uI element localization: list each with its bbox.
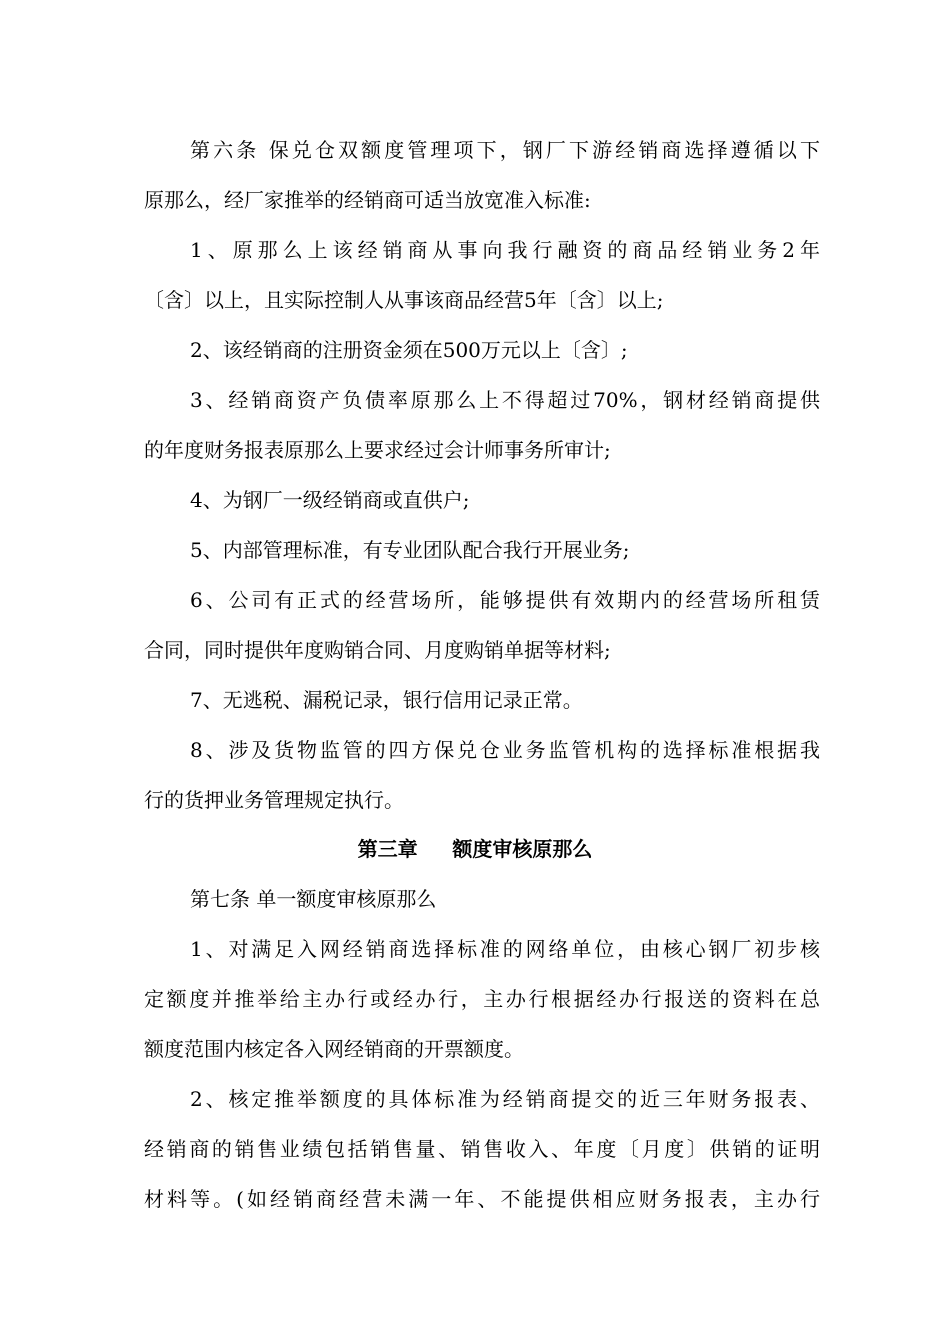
article-7-item-2-line: 2、核定推举额度的具体标准为经销商提交的近三年财务报表、 — [190, 1087, 820, 1111]
article-7-item-1-line: 额度范围内核定各入网经销商的开票额度。 — [144, 1037, 524, 1061]
chapter-3-heading: 第三章 额度审核原那么 — [357, 837, 593, 861]
article-6-item-2: 2、该经销商的注册资金须在500万元以上〔含〕; — [190, 338, 628, 362]
article-6-item-8-line: 8、涉及货物监管的四方保兑仓业务监管机构的选择标准根据我 — [190, 738, 820, 762]
article-7-item-1-line: 定额度并推举给主办行或经办行，主办行根据经办行报送的资料在总 — [144, 987, 820, 1011]
article-6-item-7: 7、无逃税、漏税记录，银行信用记录正常。 — [190, 688, 583, 712]
article-6-item-4: 4、为钢厂一级经销商或直供户; — [190, 488, 470, 512]
article-6-item-1-line: 1、原那么上该经销商从事向我行融资的商品经销业务2年 — [190, 238, 820, 262]
article-7-item-2-line: 经销商的销售业绩包括销售量、销售收入、年度〔月度〕供销的证明 — [144, 1137, 820, 1161]
article-6-item-6-line: 6、公司有正式的经营场所，能够提供有效期内的经营场所租赁 — [190, 588, 820, 612]
article-7-item-2-line: 材料等。(如经销商经营未满一年、不能提供相应财务报表，主办行 — [144, 1187, 820, 1211]
article-6-item-5: 5、内部管理标准，有专业团队配合我行开展业务; — [190, 538, 630, 562]
article-6-text-line: 第六条 保兑仓双额度管理项下，钢厂下游经销商选择遵循以下 — [190, 138, 820, 162]
article-6-item-1-line: 〔含〕以上，且实际控制人从事该商品经营5年〔含〕以上; — [144, 288, 664, 312]
article-6-item-8-line: 行的货押业务管理规定执行。 — [144, 788, 404, 812]
article-6-item-6-line: 合同，同时提供年度购销合同、月度购销单据等材料; — [144, 638, 611, 662]
article-7-title: 第七条 单一额度审核原那么 — [190, 887, 437, 911]
article-6-item-3-line: 3、经销商资产负债率原那么上不得超过70%，钢材经销商提供 — [190, 388, 820, 412]
article-7-item-1-line: 1、对满足入网经销商选择标准的网络单位，由核心钢厂初步核 — [190, 937, 820, 961]
article-6-text-line: 原那么，经厂家推举的经销商可适当放宽准入标准: — [144, 188, 591, 212]
article-6-item-3-line: 的年度财务报表原那么上要求经过会计师事务所审计; — [144, 438, 611, 462]
